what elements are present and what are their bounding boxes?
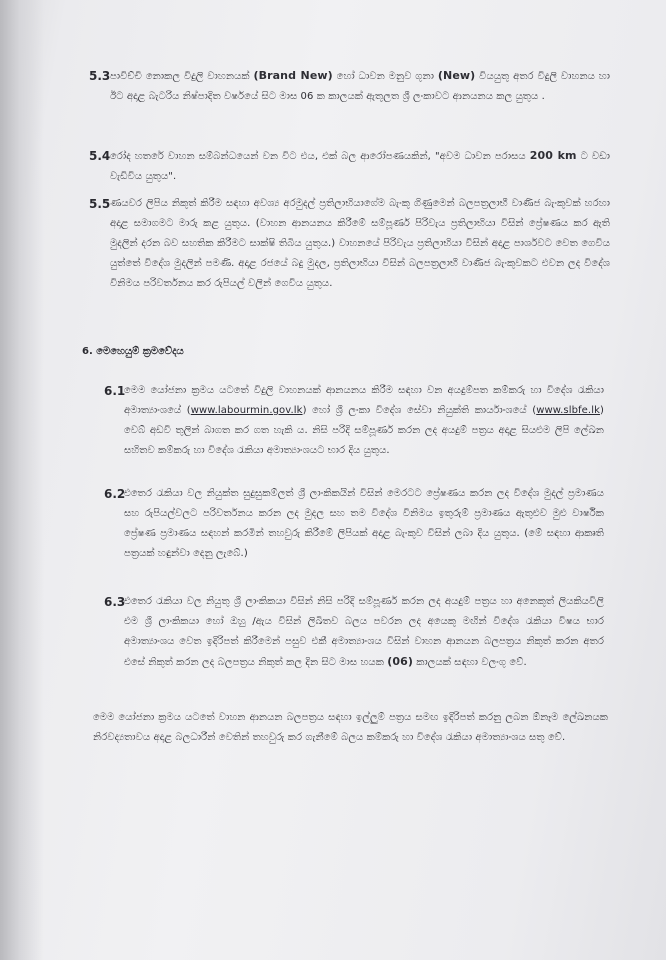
- new-label: (New): [437, 69, 476, 82]
- item-5-4-text: [110, 146, 610, 187]
- range-value: 200 km: [529, 149, 577, 162]
- item-5-3-text-a: පාවිච්චි නොකල විදුලි වාහනයක්: [110, 71, 250, 82]
- item-6-2-number: 6.2: [104, 487, 126, 501]
- section-6-heading: 6. මෙහෙයුම් ක්‍රමවේදය: [82, 346, 184, 357]
- item-6-1-number: 6.1: [104, 384, 126, 398]
- slbfe-link[interactable]: www.slbfe.lk: [536, 405, 600, 416]
- item-5-3-text-b: හෝ ධාවන මනුව ගුනා: [336, 71, 435, 82]
- item-5-3-text-c: වියයුතු අතර විදුලි වාහනය හා ඊට අදාළ බැටරිය නිෂ්පාදිත වර්ෂයේ සිට මාස 06 ක කාලයක් ඇතුලත ශ්‍රී ලංකාවට ආනයනය කල යුතුය .: [110, 71, 611, 102]
- item-6-3-text: [124, 592, 604, 673]
- item-6-2-text: එතෙර රැකියා වල නියුක්ත සුදුසුකම්ලත් ශ්‍රී ලාංකිකයින් විසින් මෙරටට ප්‍රේෂණය කරන ලද විදේශ මුදල් ප්‍රමාණය සහ රුපියල්වලට පරිවර්තනය කරන ලද මුදල සහ තම විදේශ විනිමය ඉතුරුම් ප්‍රමාණය ඇතුළුව මුළු වාර්ෂික ප්‍රේෂණ ප්‍රමාණය සඳහන් කරමින් තහවුරු කිරීමේ ලිපියක් අදාළ බැංකුව විසින් ලබා දිය යුතුය. (මේ සඳහා ආකෘති පත්‍රයක් හඳුන්වා දෙනු ලැබේ.): [124, 488, 604, 559]
- item-6-3-number: 6.3: [104, 595, 126, 609]
- item-6-1-text-a: මෙම යෝජනා ක්‍රමය යටතේ විදුලි වාහනයක් ආනයනය කිරීම සඳහා වන අයදුම්පත කම්කරු හා විදේශ රැකියා අමාත්‍යාංශයේ (: [124, 385, 604, 416]
- item-5-3-text: [110, 66, 610, 107]
- item-5-4-text-a: රෝද හතරේ වාහන සම්බන්ධයෙන් වන විට එය, එක් බල ආරෝපණයකින්, "අවම ධාවන පරාසය: [110, 151, 526, 162]
- item-6-1-text-b: ) හෝ ශ්‍රී ලංකා විදේශ සේවා නියුක්ති කාර්යාංශයේ (: [302, 405, 537, 416]
- item-5-4-text-b: ට වඩා වැඩිවිය යුතුය".: [110, 151, 611, 182]
- item-6-1-text-c: ) වෙබ් අඩවි තුලින් බාගත කර ගත හැකි ය. නිසි පරිදි සම්පූර්ණ කරන ලද අයදුම් පත්‍රය අදාළ සියළුම ලිපි ලේඛන සහිතව කම්කරු හා විදේශ රැකියා අමාත්‍යාංශයට භාර දිය යුතුය.: [124, 405, 604, 456]
- closing-paragraph: මෙම යෝජනා ක්‍රමය යටතේ වාහන ආනයන බලපත්‍රය සඳහා ඉල්ලුම් පත්‍රය සමඟ ඉදිරිපත් කරනු ලබන ඕනෑම ලේඛනයක නිරවද්‍යතාවය අදාළ බලධාරීන් වෙතින් තහවුරු කර ගැනීමේ බලය කම්කරු හා විදේශ රැකියා අමාත්‍යාංශය සතු වේ.: [93, 712, 608, 743]
- item-6-3-text-b: කාලයක් සඳහා වලංගු වේ.: [416, 657, 527, 668]
- item-5-4-number: 5.4: [89, 149, 111, 163]
- item-5-3-number: 5.3: [89, 69, 111, 83]
- months-value: (06): [387, 655, 413, 668]
- item-5-5-number: 5.5: [89, 197, 111, 211]
- item-5-5-text: ණයවර ලිපිය නිකුත් කිරීම සඳහා අවශ්‍ය අරමුදල් ප්‍රතිලාභියාගේම බැංකු ගිණුමෙන් බලපත්‍රලාභී වාණිජ බැංකුවක් හරහා අදාළ සමාගමට මාරු කළ යුතුය. (වාහන ආනයනය කිරීමේ සම්පූර්ණ පිරිවැය ප්‍රතිලාභියා විසින් ප්‍රේෂණය කර ඇති මුදලින් දරන බව සහතික කිරීමට සාක්ෂි තිබිය යුතුය.) වාහනයේ පිරිවැය ප්‍රතිලාභියා විසින් අදාළ පාර්ශවට වෙත ගෙවිය යුත්තේ විදේශ මුදලින් පමණි. අදාළ රජයේ බදු මුදල, ප්‍රතිලාභියා විසින් බලපත්‍රලාභී වාණිජ බැංකුවකට එවන ලද විදේශ විනිමය පරිවර්තනය කර රුපියල් වලින් ගෙවිය යුතුය.: [110, 198, 610, 289]
- brand-new-label: (Brand New): [253, 69, 333, 82]
- item-6-3-text-a: එතෙර රැකියා වල නියුතු ශ්‍රී ලාංකිකයා විසින් නිසි පරිදි සම්පූර්ණ කරන ලද අයදුම් පත්‍රය හා අනෙකුත් ලියකියවිලි එම ශ්‍රී ලාංකිකයා හෝ ඔහු /ඇය විසින් ලිඛිතව බලය පවරන ලද අයෙකු මඟින් විදේශ රැකියා විෂය භාර අමාත්‍යාංශය වෙත ඉදිරිපත් කිරීමෙන් පසුව එකී අමාත්‍යාංශය විසින් වාහන ආනයන බලපත්‍රය නිකුත් කරන අතර එසේ නිකුත් කරන ලද බලපත්‍රය නිකුත් කල දින සිට මාස හයක: [124, 596, 604, 668]
- labourmin-link[interactable]: www.labourmin.gov.lk: [190, 405, 303, 416]
- item-6-1-text: [124, 381, 604, 461]
